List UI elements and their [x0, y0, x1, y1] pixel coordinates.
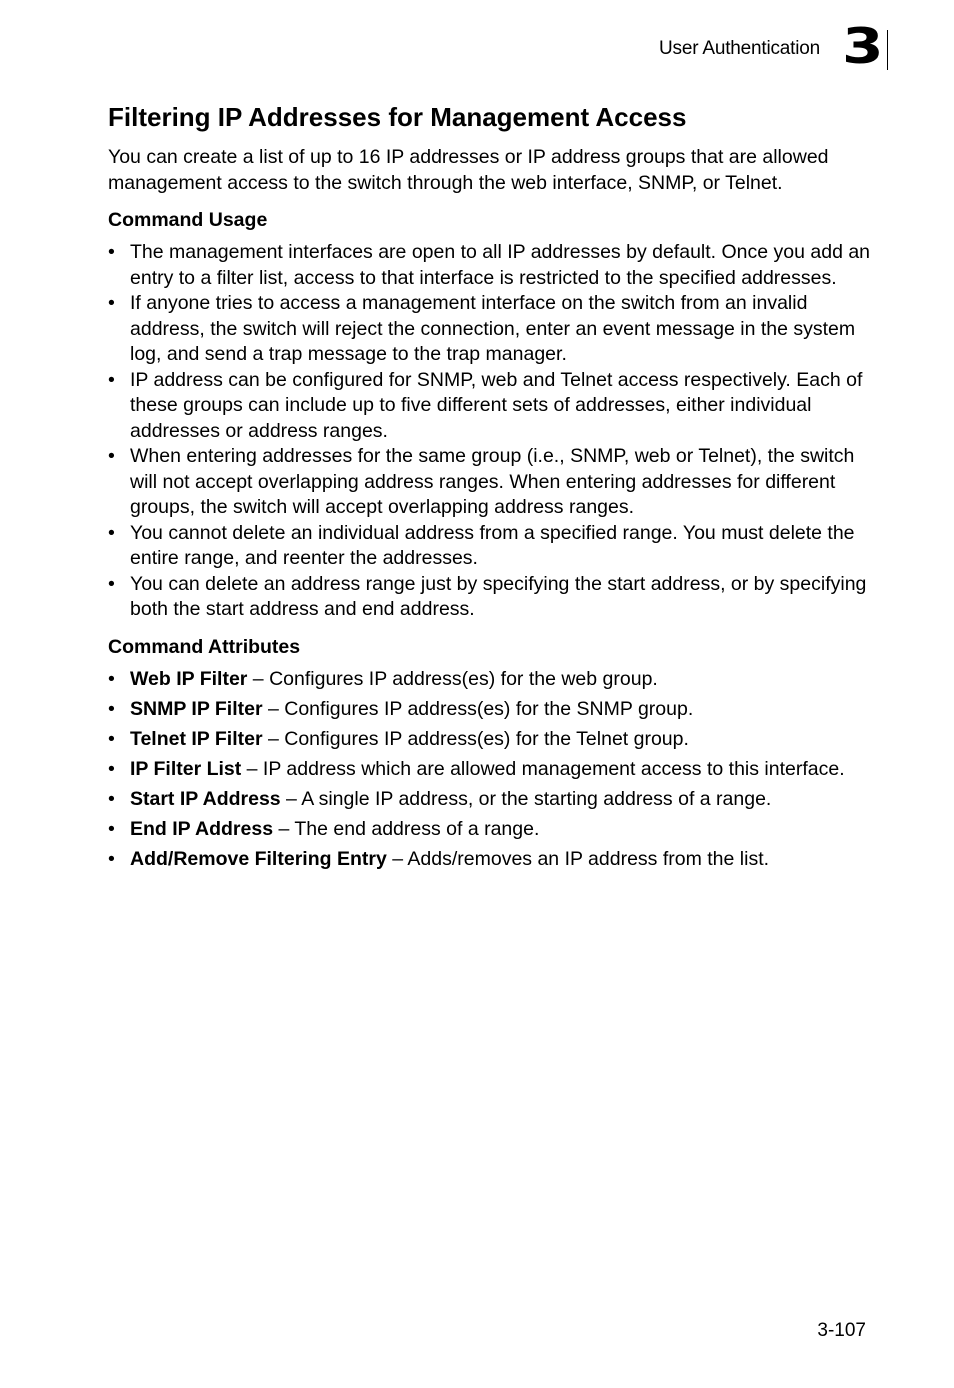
list-item	[108, 727, 878, 753]
page-content	[108, 100, 878, 877]
attribute-description: – A single IP address, or the starting address of a range.	[280, 787, 772, 810]
attribute-description: – The end address of a range.	[273, 817, 540, 840]
attribute-term: Add/Remove Filtering Entry	[130, 848, 387, 871]
attribute-term: Web IP Filter	[130, 667, 248, 690]
attribute-description: – Configures IP address(es) for the Telnet group.	[262, 727, 689, 750]
intro-paragraph: You can create a list of up to 16 IP addresses or IP address groups that are allowed management access to the switch through the web interface, SNMP, or Telnet.	[108, 146, 829, 194]
attribute-term: IP Filter List	[130, 757, 242, 780]
attribute-description: – IP address which are allowed management access to this interface.	[241, 757, 845, 780]
attribute-description: – Configures IP address(es) for the SNMP group.	[262, 697, 694, 720]
command-attributes-heading: Command Attributes	[108, 635, 301, 658]
attribute-term: Telnet IP Filter	[130, 727, 263, 750]
attribute-description: – Adds/removes an IP address from the list.	[386, 848, 770, 871]
list-item	[108, 817, 878, 843]
attribute-term: Start IP Address	[130, 787, 281, 810]
attribute-term: End IP Address	[130, 817, 274, 840]
list-item: • When entering addresses for the same group (i.e., SNMP, web or Telnet), the switch will not accept overlapping address ranges. When entering addresses for different groups, the switch will accept overlapping address ranges.	[108, 444, 878, 521]
list-item: • You cannot delete an individual address from a specified range. You must delete the entire range, and reenter the addresses.	[108, 521, 878, 572]
command-usage-list	[108, 240, 878, 623]
list-item: • You can delete an address range just by specifying the start address, or by specifying both the start address and end address.	[108, 572, 878, 623]
running-header: User Authentication	[659, 38, 820, 59]
list-item	[108, 667, 878, 693]
list-item: • The management interfaces are open to all IP addresses by default. Once you add an entry to a filter list, access to that interface is restricted to the specified addresses.	[108, 240, 878, 291]
list-item	[108, 697, 878, 723]
list-item	[108, 847, 878, 873]
list-item	[108, 787, 878, 813]
list-item	[108, 757, 878, 783]
page-number: 3-107	[817, 1320, 866, 1341]
chapter-tab	[842, 18, 888, 75]
command-usage-heading: Command Usage	[108, 209, 268, 231]
section-title: Filtering IP Addresses for Management Access	[108, 102, 687, 132]
attribute-term: SNMP IP Filter	[130, 697, 263, 720]
attribute-description: – Configures IP address(es) for the web group.	[247, 667, 658, 690]
command-attributes-list	[108, 667, 878, 873]
list-item: • If anyone tries to access a management interface on the switch from an invalid address, the switch will reject the connection, enter an event message in the system log, and send a trap message to the trap manager.	[108, 291, 878, 368]
list-item: • IP address can be configured for SNMP, web and Telnet access respectively. Each of these groups can include up to five different sets of addresses, either individual addresses or address ranges.	[108, 368, 878, 445]
chapter-number: 3	[842, 18, 884, 75]
